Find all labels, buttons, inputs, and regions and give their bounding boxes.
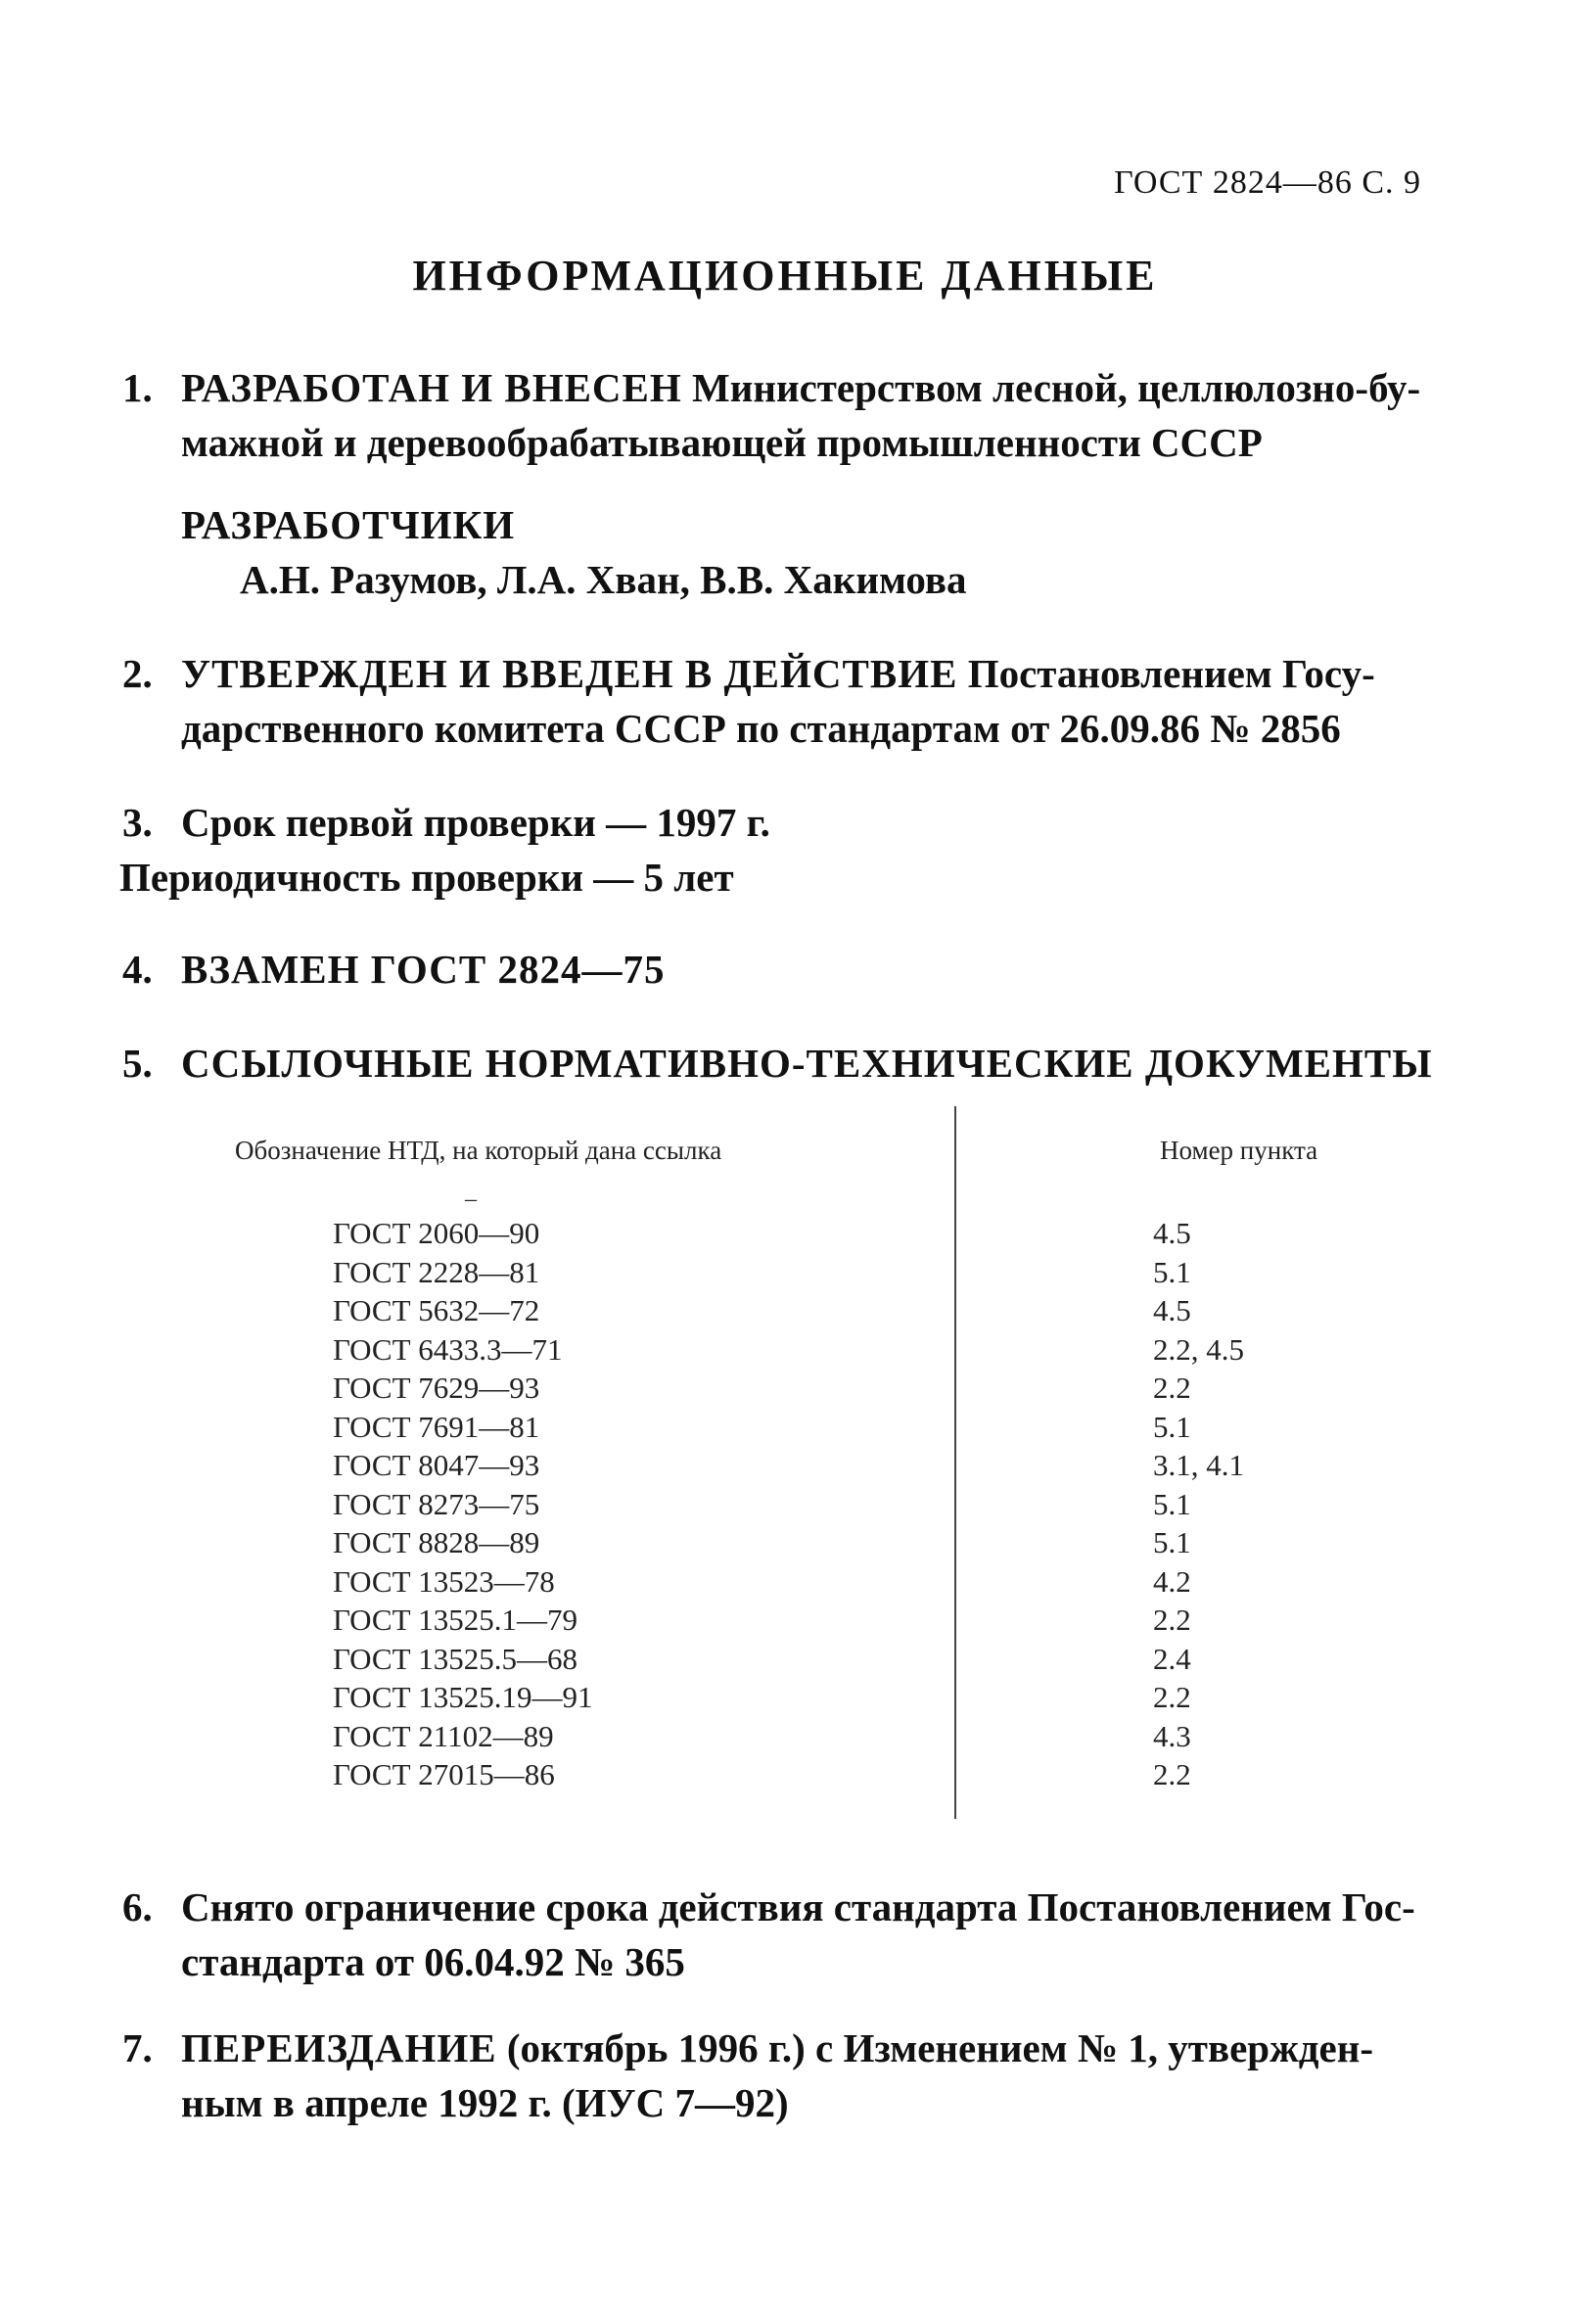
running-header: ГОСТ 2824—86 С. 9: [1114, 164, 1421, 201]
item-7-number: 7.: [122, 2025, 153, 2070]
table-row-clause: 4.2: [1153, 1563, 1191, 1599]
item-5: [122, 1036, 1478, 1091]
item-2-number: 2.: [122, 651, 153, 696]
table-header-document: Обозначение НТД, на который дана ссылка: [235, 1136, 722, 1165]
table-header-dash: –: [465, 1186, 477, 1212]
item-3-number: 3.: [122, 800, 153, 845]
table-row-clause: 2.4: [1153, 1641, 1191, 1676]
table-row-doc: ГОСТ 13525.19—91: [333, 1680, 593, 1714]
table-clause-column: [1153, 1214, 1244, 1794]
table-row-clause: 5.1: [1153, 1409, 1191, 1444]
table-row-clause: 5.1: [1153, 1525, 1191, 1559]
table-row-doc: ГОСТ 8273—75: [333, 1486, 540, 1521]
table-column-divider: [954, 1106, 956, 1819]
item-7: [122, 2021, 1478, 2130]
table-row-clause: 2.2: [1153, 1603, 1191, 1637]
item-2-line1: Постановлением Госу-: [957, 651, 1375, 696]
item-1-number: 1.: [122, 365, 153, 410]
item-2: [122, 646, 1478, 756]
item-2-lead: УТВЕРЖДЕН И ВВЕДЕН В ДЕЙСТВИЕ: [181, 651, 958, 696]
table-row-doc: ГОСТ 21102—89: [333, 1718, 554, 1753]
item-6-line2: стандарта от 06.04.92 № 365: [181, 1939, 685, 1984]
item-1-line2: мажной и деревообрабатывающей промышленности СССР: [181, 420, 1263, 465]
table-row-clause: 3.1, 4.1: [1153, 1448, 1244, 1482]
item-7-line1: (октябрь 1996 г.) с Изменением № 1, утвержден-: [496, 2025, 1374, 2070]
table-row-doc: ГОСТ 8047—93: [333, 1448, 540, 1482]
item-1-line1: Министерством лесной, целлюлозно-бу-: [681, 365, 1421, 410]
item-1: [122, 360, 1478, 470]
table-row-doc: ГОСТ 7691—81: [333, 1409, 540, 1444]
item-3: [119, 795, 1478, 905]
item-2-line2: дарственного комитета СССР по стандартам от 26.09.86 № 2856: [181, 706, 1341, 751]
table-row-doc: ГОСТ 8828—89: [333, 1525, 540, 1559]
developers-names: А.Н. Разумов, Л.А. Хван, В.В. Хакимова: [240, 557, 967, 602]
developers-heading: РАЗРАБОТЧИКИ: [181, 502, 516, 547]
item-6: [122, 1880, 1478, 1989]
item-5-number: 5.: [122, 1041, 153, 1086]
table-document-column: [333, 1214, 593, 1794]
table-row-clause: 2.2: [1153, 1680, 1191, 1714]
table-row-doc: ГОСТ 13525.1—79: [333, 1603, 578, 1637]
table-row-doc: ГОСТ 2060—90: [333, 1216, 540, 1250]
table-row-clause: 4.5: [1153, 1293, 1191, 1327]
item-7-lead: ПЕРЕИЗДАНИЕ: [181, 2025, 497, 2070]
table-row-doc: ГОСТ 5632—72: [333, 1293, 540, 1327]
reference-table: [196, 1106, 1370, 1819]
page-title: ИНФОРМАЦИОННЫЕ ДАННЫЕ: [412, 252, 1158, 300]
item-4-number: 4.: [122, 947, 153, 992]
table-row-clause: 2.2: [1153, 1757, 1191, 1791]
table-row-clause: 2.2, 4.5: [1153, 1331, 1244, 1367]
table-row-clause: 5.1: [1153, 1254, 1191, 1289]
table-row-doc: ГОСТ 6433.3—71: [333, 1331, 563, 1367]
table-row-clause: 4.5: [1153, 1216, 1191, 1250]
table-row-doc: ГОСТ 13525.5—68: [333, 1641, 578, 1676]
table-row-clause: 5.1: [1153, 1486, 1191, 1521]
item-3-line1: Срок первой проверки — 1997 г.: [181, 800, 770, 845]
table-row-doc: ГОСТ 2228—81: [333, 1254, 540, 1289]
item-6-number: 6.: [122, 1884, 153, 1929]
table-row-doc: ГОСТ 13523—78: [333, 1563, 555, 1599]
item-6-line1: Снято ограничение срока действия стандарта Постановлением Гос-: [181, 1884, 1415, 1929]
item-7-line2: ным в апреле 1992 г. (ИУС 7—92): [181, 2080, 789, 2125]
table-row-clause: 4.3: [1153, 1718, 1191, 1753]
item-4-text: ВЗАМЕН ГОСТ 2824—75: [181, 947, 666, 992]
item-1-lead: РАЗРАБОТАН И ВНЕСЕН: [181, 365, 682, 410]
table-row-doc: ГОСТ 7629—93: [333, 1371, 540, 1405]
table-row-doc: ГОСТ 27015—86: [333, 1757, 555, 1791]
developers-block: [122, 497, 1478, 607]
item-4: [122, 942, 1478, 997]
table-row-clause: 2.2: [1153, 1371, 1191, 1405]
item-5-text: ССЫЛОЧНЫЕ НОРМАТИВНО-ТЕХНИЧЕСКИЕ ДОКУМЕНТЫ: [181, 1041, 1433, 1086]
item-3-line2: Периодичность проверки — 5 лет: [119, 855, 734, 900]
table-header-clause: Номер пункта: [1160, 1136, 1318, 1165]
